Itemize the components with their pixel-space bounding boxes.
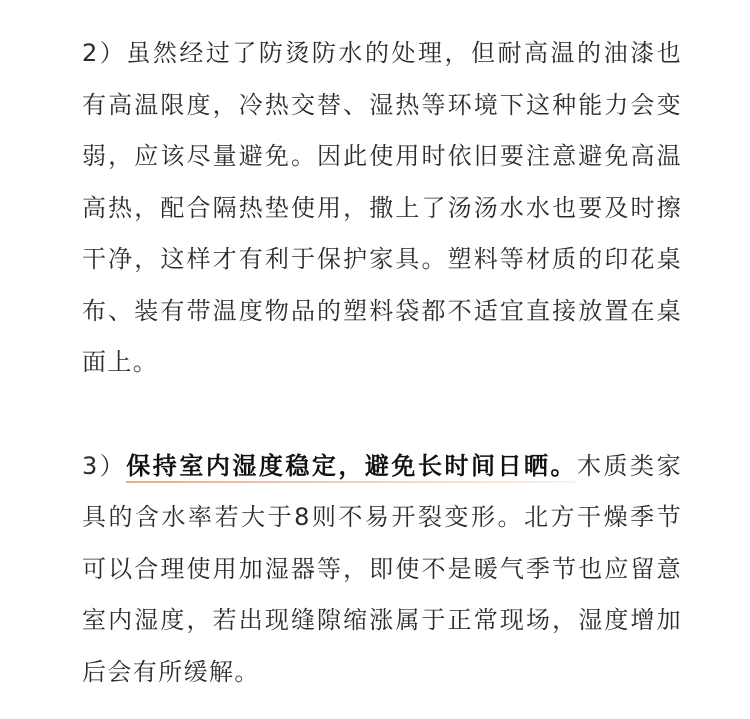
paragraph-2 <box>82 28 682 389</box>
paragraph-2-number: 2） <box>82 39 127 67</box>
paragraph-2-text: 虽然经过了防烫防水的处理，但耐高温的油漆也有高温限度，冷热交替、湿热等环境下这种能力会变弱，应该尽量避免。因此使用时依旧要注意避免高温高热，配合隔热垫使用，撒上了汤汤水水也要及时擦干净，这样才有利于保护家具。塑料等材质的印花桌布、装有带温度物品的塑料袋都不适宜直接放置在桌面上。 <box>82 39 682 376</box>
paragraph-3-highlight: 保持室内湿度稳定，避免长时间日晒。 <box>126 452 577 486</box>
paragraph-3-number: 3） <box>82 451 127 480</box>
paragraph-3 <box>82 441 682 699</box>
paragraph-3-text: 木质类家具的含水率若大于8则不易开裂变形。北方干燥季节可以合理使用加湿器等，即使不是暖气季节也应留意室内湿度，若出现缝隙缩涨属于正常现场，湿度增加后会有所缓解。 <box>82 451 682 686</box>
article-body <box>82 28 682 698</box>
